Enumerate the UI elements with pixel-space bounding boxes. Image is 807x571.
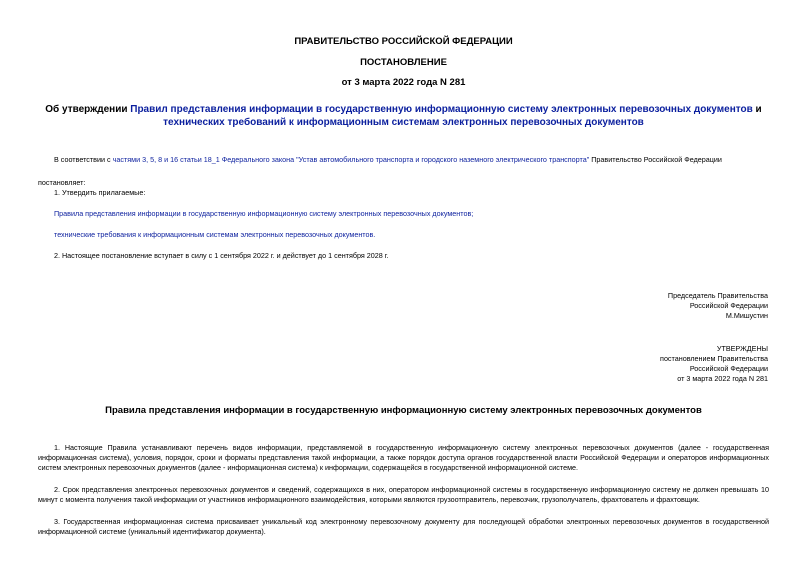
approved-country: Российской Федерации [689, 364, 768, 373]
preamble [54, 155, 774, 165]
doc-type-heading: ПОСТАНОВЛЕНИЕ [360, 57, 447, 68]
signature-block [468, 291, 768, 321]
approved-block [468, 344, 768, 384]
preamble-text-end: Правительство Российской Федерации [589, 155, 722, 164]
title-middle: и [752, 104, 762, 115]
item-2: 2. Настоящее постановление вступает в силу с 1 сентября 2022 г. и действует до 1 сентября 2028 г. [54, 251, 389, 260]
rules-paragraph-3: 3. Государственная информационная система присваивает уникальный код электронному перевозочному документу для последующей обработки электронных перевозочных документов в государственной информационной системе (уникальный идентификатор документа). [38, 517, 769, 536]
title-link-rules[interactable]: Правил представления информации в государственную информационную систему электронных перевозочных документов [130, 104, 753, 115]
approved-date: от 3 марта 2022 года N 281 [677, 374, 768, 383]
requirements-link[interactable]: технические требования к информационным системам электронных перевозочных документов. [54, 230, 376, 239]
title-prefix: Об утверждении [45, 104, 131, 115]
title-link-requirements[interactable]: технических требований к информационным системам электронных перевозочных документов [163, 117, 644, 128]
rules-link[interactable]: Правила представления информации в государственную информационную систему электронных перевозочных документов; [54, 209, 474, 218]
rules-paragraph-1: 1. Настоящие Правила устанавливают перечень видов информации, представляемой в государственную информационную систему электронных перевозочных документов (далее - государственная информационная система), условия, порядок, сроки и форматы представления такой информации, а также порядок доступа органов государственной власти Российской Федерации и операторов информационных систем электронных перевозочных документов (далее - информационная система) к информации, содержащейся в государственной информационной системе. [38, 443, 769, 472]
signature-country: Российской Федерации [689, 301, 768, 310]
approved-by: постановлением Правительства [660, 354, 768, 363]
rules-paragraph-2: 2. Срок представления электронных перевозочных документов и сведений, содержащихся в них, оператором информационной системы в государственную информационную систему не должен превышать 10 минут с момента получения такой информации от участников информационного взаимодействия, которыми являются грузоотправитель, перевозчик, грузополучатель, фрахтователь и фрахтовщик. [38, 485, 769, 504]
signature-position: Председатель Правительства [667, 291, 768, 300]
date-number-heading: от 3 марта 2022 года N 281 [341, 77, 466, 88]
item-1: 1. Утвердить прилагаемые: [54, 188, 146, 197]
rules-title: Правила представления информации в государственную информационную систему электронных перевозочных документов [105, 405, 702, 416]
approved-label: УТВЕРЖДЕНЫ [716, 344, 768, 353]
government-heading: ПРАВИТЕЛЬСТВО РОССИЙСКОЙ ФЕДЕРАЦИИ [294, 36, 513, 47]
document-title [40, 103, 767, 129]
resolves-text: постановляет: [38, 178, 86, 187]
preamble-law-link[interactable]: частями 3, 5, 8 и 16 статьи 18_1 Федерального закона "Устав автомобильного транспорта и городского наземного электрического транспорта" [112, 155, 590, 164]
preamble-text: В соответствии с [54, 155, 113, 164]
signature-name: М.Мишустин [725, 311, 768, 320]
